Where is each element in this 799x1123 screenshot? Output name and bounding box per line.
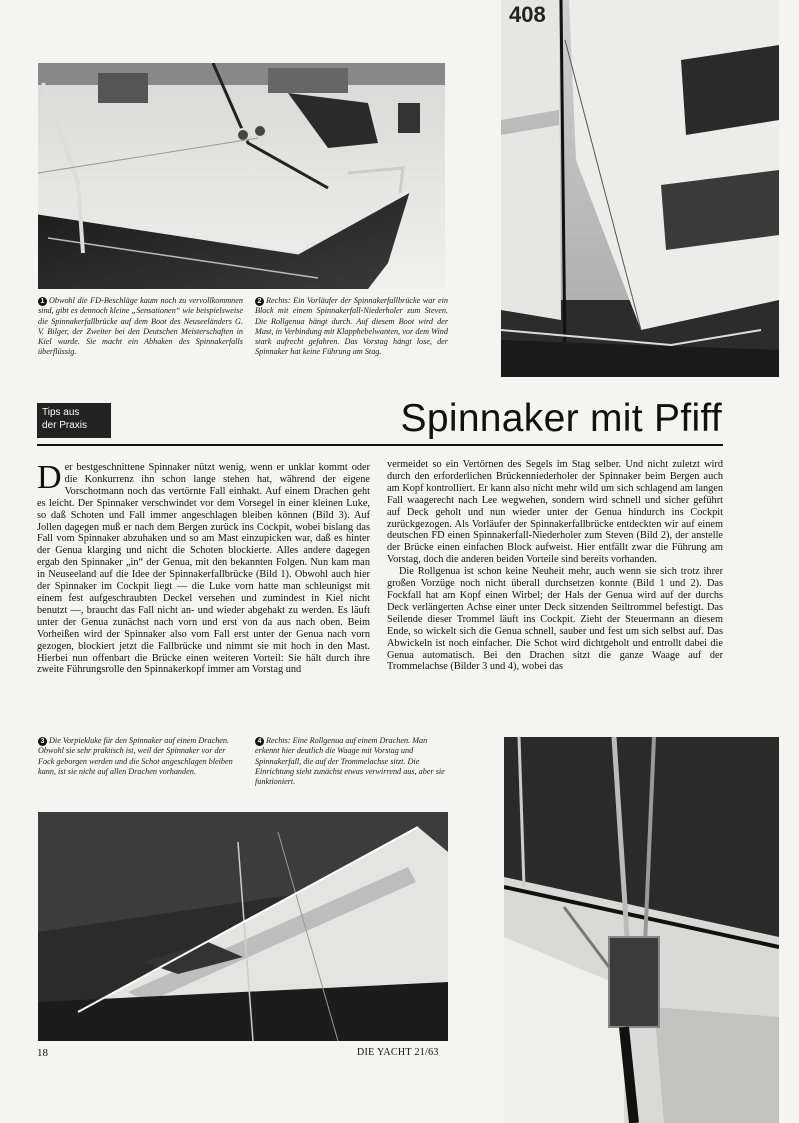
photo-spinnaker-sail — [501, 0, 779, 377]
caption-2 — [255, 296, 448, 358]
caption-3 — [38, 736, 234, 777]
title-rule — [37, 444, 723, 446]
photo-foredeck-hatch — [38, 812, 448, 1041]
caption-3-text: Die Vorpiekluke für den Spinnaker auf einem Drachen. Obwohl sie sehr praktisch ist, weil der Spinnaker vor der Fock geborgen werden und die Schot angeschlagen bleiben kann, ist sie nicht auf allen Drachen vorhanden. — [38, 736, 233, 776]
caption-2-text: Rechts: Ein Vorläufer der Spinnakerfallbrücke war ein Block mit einem Spinnakerfall-Niederholer zum Steven. Die Rollgenua hängt durch. Auf diesem Boot wird der Mast, in Verbindung mit Klapphebelwanten, vor dem Wind stark aufrecht gefahren. Das Vorstag hängt lose, der Spinnaker hat keine Führung am Stag. — [255, 296, 448, 357]
caption-4 — [255, 736, 451, 787]
section-box — [37, 403, 111, 438]
caption-4-text: Rechts: Eine Rollgenua auf einem Drachen. Man erkennt hier deutlich die Waage mit Vorstag und Spinnakerfall, die auf der Trommelachse sitzt. Die Einrichtung sieht zunächst etwas verwirrend aus, aber sie funktioniert. — [255, 736, 445, 787]
caption-number-2: 2 — [255, 297, 264, 306]
article-title: Spinnaker mit Pfiff — [400, 397, 722, 440]
drop-cap: D — [37, 459, 62, 496]
caption-1 — [38, 296, 243, 358]
page-number: 18 — [37, 1047, 48, 1059]
caption-number-4: 4 — [255, 737, 264, 746]
photo-fd-spinnaker-bridge — [38, 63, 445, 289]
photo-roller-genoa-drum — [504, 737, 779, 1123]
sail-number: 408 — [509, 2, 546, 27]
magazine-issue: DIE YACHT 21/63 — [357, 1047, 439, 1058]
body-column-2-para-2: Die Rollgenua ist schon keine Neuheit mehr, auch wenn sie sich trotz ihrer großen Vorzüge noch nicht überall durchsetzen konnte (Bild 1 und 2). Das Fockfall hat am Kopf einen Wirbel; der Hals der Genua wird auf der durchs Deck verlängerten Achse einer unter Deck sitzenden Seiltrommel befestigt. Das Seilende dieser Trommel läuft ins Cockpit. Zieht der Steuermann an diesem Ende, so wickelt sich die Genua schnell, sauber und fest um sich selbst auf. Das Abwickeln ist noch einfacher. Die Schot wird dichtgeholt und entrollt dabei die Genua automatisch. Bei den Drachen sitzt die ganze Waage auf der Trommelachse (Bilder 3 und 4), wobei das — [387, 566, 723, 673]
section-box-line2: der Praxis — [42, 420, 88, 431]
caption-number-3: 3 — [38, 737, 47, 746]
body-column-1-text: er bestgeschnittene Spinnaker nützt wenig, wenn er unklar kommt oder die Konkurrenz ihn schon lange stehen hat, während der eigene Vorschotmann noch das vertörnte Fall einhakt. Auf einem Drachen geht es leicht. Der Spinnaker verschwindet vor dem Vorsegel in einer kleinen Luke, so daß Schoten und Fall immer angeschlagen bleiben können (Bild 3). Auf Jollen dagegen muß er nach dem Bergen zurück ins Cockpit, wobei bislang das Fall vom Spinnaker abzuhaken und so am Mast einzupicken war, daß es hinter der Genua klarging und nicht die Schoten blockierte. Alles andere dagegen ergab den Spinnaker „in“ der Genua, mit den bekannten Folgen. Nun kam man in Neuseeland auf die Idee der Spinnakerfallbrücke (Bild 1). Obwohl auch hier der Spinnaker im Cockpit liegt — die Luke vorn hatte man schleunigst mit einem fest aufgeschraubten Deckel versehen und zumindest in Kiel nicht benutzt —, braucht das Fall nicht an- und wieder abgehakt zu werden. Es läuft unter der Genua zunächst nach vorn und erst von da aus nach oben. Beim Vorheißen wird der Spinnaker also vom Fall erst unter der Genua nach vorn gezogen, blockiert jetzt die Fallbrücke und nimmt sie mit hoch in den Mast. Hierbei nun offenbart die Brücke einen weiteren Vorteil: Sie hält durch ihre zweite Führungsrolle den Spinnakerkopf immer am Vorstag und — [37, 462, 370, 676]
section-box-line1: Tips aus — [42, 407, 80, 418]
body-column-2-para-1: vermeidet so ein Vertörnen des Segels im Stag selber. Und nicht zuletzt wird durch den erforderlichen Brückenniederholer der Spinnaker beim Bergen auch am Kopf kontrolliert. Er kann also nicht mehr wild um sich schlagend am langen Fall waagerecht nach Lee wegwehen, sondern wird schnell und sicher geführt auf Deck geholt und nun wieder unter der Genua hindurch ins Cockpit zurückgezogen. Als Vorläufer der Spinnakerfallbrücke entdeckten wir auf einem deutschen FD einen Spinnakerfall-Niederholer zum Steven (Bild 2), der anstelle der Brücke einen einfachen Block aufweist. Hier entfällt zwar die Führung am Vorstag, doch die anderen beiden Vorteile sind bereits vorhanden. — [387, 459, 723, 566]
caption-number-1: 1 — [38, 297, 47, 306]
caption-1-text: Obwohl die FD-Beschläge kaum noch zu vervollkommnen sind, gibt es dennoch kleine „Sensationen“ wie beispielsweise die Spinnakerfallbrücke auf dem Boot des Neuseeländers G. V. Bilger, der Zweiter bei den Deutschen Meisterschaften in Kiel wurde. Sie macht ein Abhaken des Spinnakerfalls überflüssig. — [38, 296, 243, 357]
body-column-1 — [37, 459, 370, 676]
body-column-2 — [387, 459, 723, 673]
